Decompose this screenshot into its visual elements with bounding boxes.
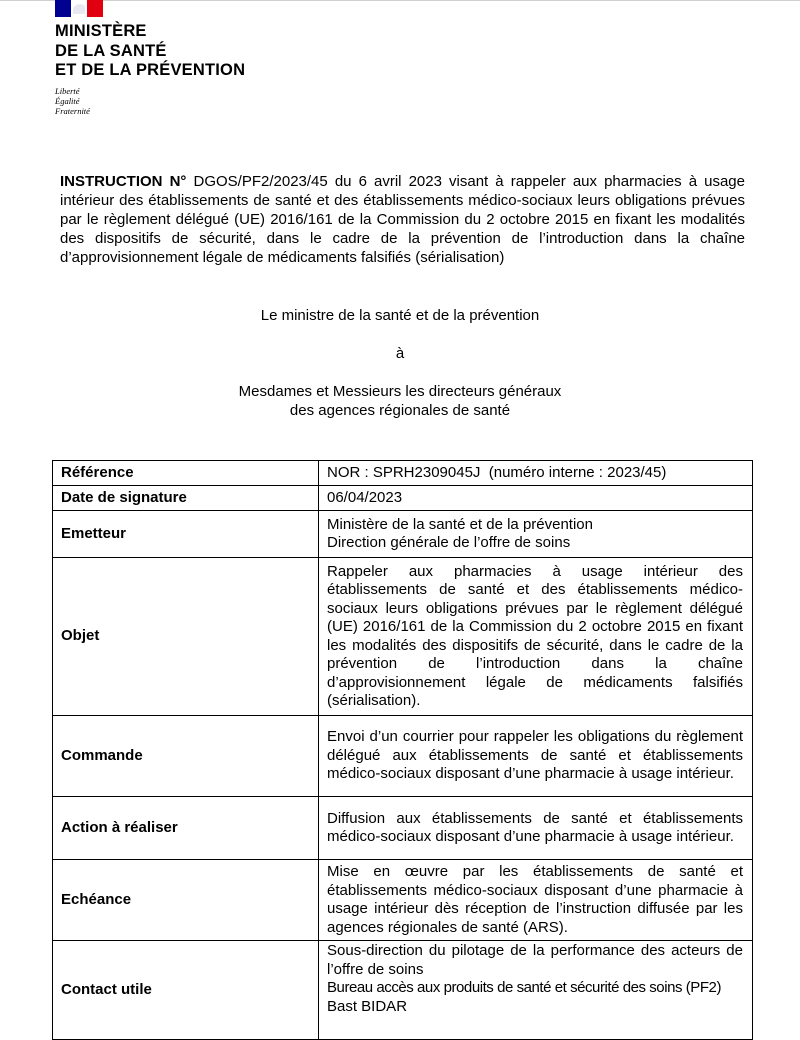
- table-row-contact: [53, 941, 753, 1040]
- table-row-subject: [53, 558, 753, 716]
- row-value: [319, 486, 753, 511]
- recipients-line-2: des agences régionales de santé: [289, 402, 511, 419]
- motto-line: Fraternité: [55, 106, 90, 116]
- row-value: [319, 511, 753, 558]
- row-value-line: Direction générale de l’offre de soins: [327, 534, 571, 551]
- row-label: Emetteur: [53, 511, 319, 558]
- row-label: Objet: [53, 558, 319, 716]
- row-label: Contact utile: [53, 941, 319, 1040]
- reference-table: [52, 460, 753, 1040]
- row-value: [319, 941, 753, 1040]
- row-value-line: Bureau accès aux produits de santé et sécurité des soins (PF2): [327, 979, 721, 996]
- instruction-label: INSTRUCTION N°: [60, 173, 187, 190]
- row-value-line: Ministère de la santé et de la prévention: [327, 515, 593, 533]
- page-top-border: [0, 0, 800, 1]
- table-row-reference: [53, 461, 753, 486]
- row-value-line: Sous-direction du pilotage de la performance des acteurs de l’offre de soins: [327, 942, 743, 978]
- row-label: Echéance: [53, 860, 319, 941]
- ministry-line: MINISTÈRE: [55, 22, 147, 40]
- table-row-order: [53, 716, 753, 797]
- table-row-action: [53, 797, 753, 860]
- instruction-title: [60, 172, 745, 267]
- instruction-text: DGOS/PF2/2023/45 du 6 avril 2023 visant à rappeler aux pharmacies à usage intérieur des établissements de santé et des établissements médico-sociaux leurs obligations prévues par le règlement délégué (UE) 2016/161 de la Commission du 2 octobre 2015 en fixant les modalités des dispositifs de sécurité, dans le cadre de la prévention de l’introduction dans la chaîne d’approvisionnement légale de médicaments falsifiés (sérialisation): [60, 173, 745, 266]
- row-value: Envoi d’un courrier pour rappeler les obligations du règlement délégué aux établissements de santé et établissements médico-sociaux disposant d’une pharmacie à usage intérieur.: [319, 716, 753, 797]
- row-value-line: 06/04/2023: [327, 488, 403, 506]
- row-value: Diffusion aux établissements de santé et établissements médico-sociaux disposant d’une pharmacie à usage intérieur.: [319, 797, 753, 860]
- ministry-line: DE LA SANTÉ: [55, 41, 167, 60]
- to-line: à: [395, 345, 405, 362]
- row-label: Action à réaliser: [53, 797, 319, 860]
- row-value-line: Bast BIDAR: [327, 997, 408, 1015]
- row-value: Rappeler aux pharmacies à usage intérieur des établissements de santé et des établissements médico-sociaux leurs obligations prévues par le règlement délégué (UE) 2016/161 de la Commission du 2 octobre 2015 en fixant les modalités des dispositifs de sécurité, dans le cadre de la prévention de l’introduction dans la chaîne d’approvisionnement légale de médicaments falsifiés (sérialisation).: [319, 558, 753, 716]
- table-row-deadline: [53, 860, 753, 941]
- table-row-signature-date: [53, 486, 753, 511]
- row-label: Date de signature: [53, 486, 319, 511]
- republic-motto: [55, 86, 90, 116]
- row-label: Commande: [53, 716, 319, 797]
- ministry-name: [55, 22, 315, 81]
- motto-line: Égalité: [55, 96, 80, 106]
- marianne-flag-icon: [55, 0, 103, 17]
- table-row-issuer: [53, 511, 753, 558]
- sender-line: Le ministre de la santé et de la prévention: [260, 307, 540, 324]
- recipients-line-1: Mesdames et Messieurs les directeurs généraux: [238, 383, 562, 400]
- row-label: Référence: [53, 461, 319, 486]
- motto-line: Liberté: [55, 86, 80, 96]
- row-value-line: NOR : SPRH2309045J (numéro interne : 2023/45): [327, 463, 667, 481]
- row-value: [319, 461, 753, 486]
- ministry-line: ET DE LA PRÉVENTION: [55, 61, 246, 79]
- row-value: Mise en œuvre par les établissements de santé et établissements médico-sociaux disposant d’une pharmacie à usage intérieur dès réception de l’instruction diffusée par les agences régionales de santé (ARS).: [319, 860, 753, 941]
